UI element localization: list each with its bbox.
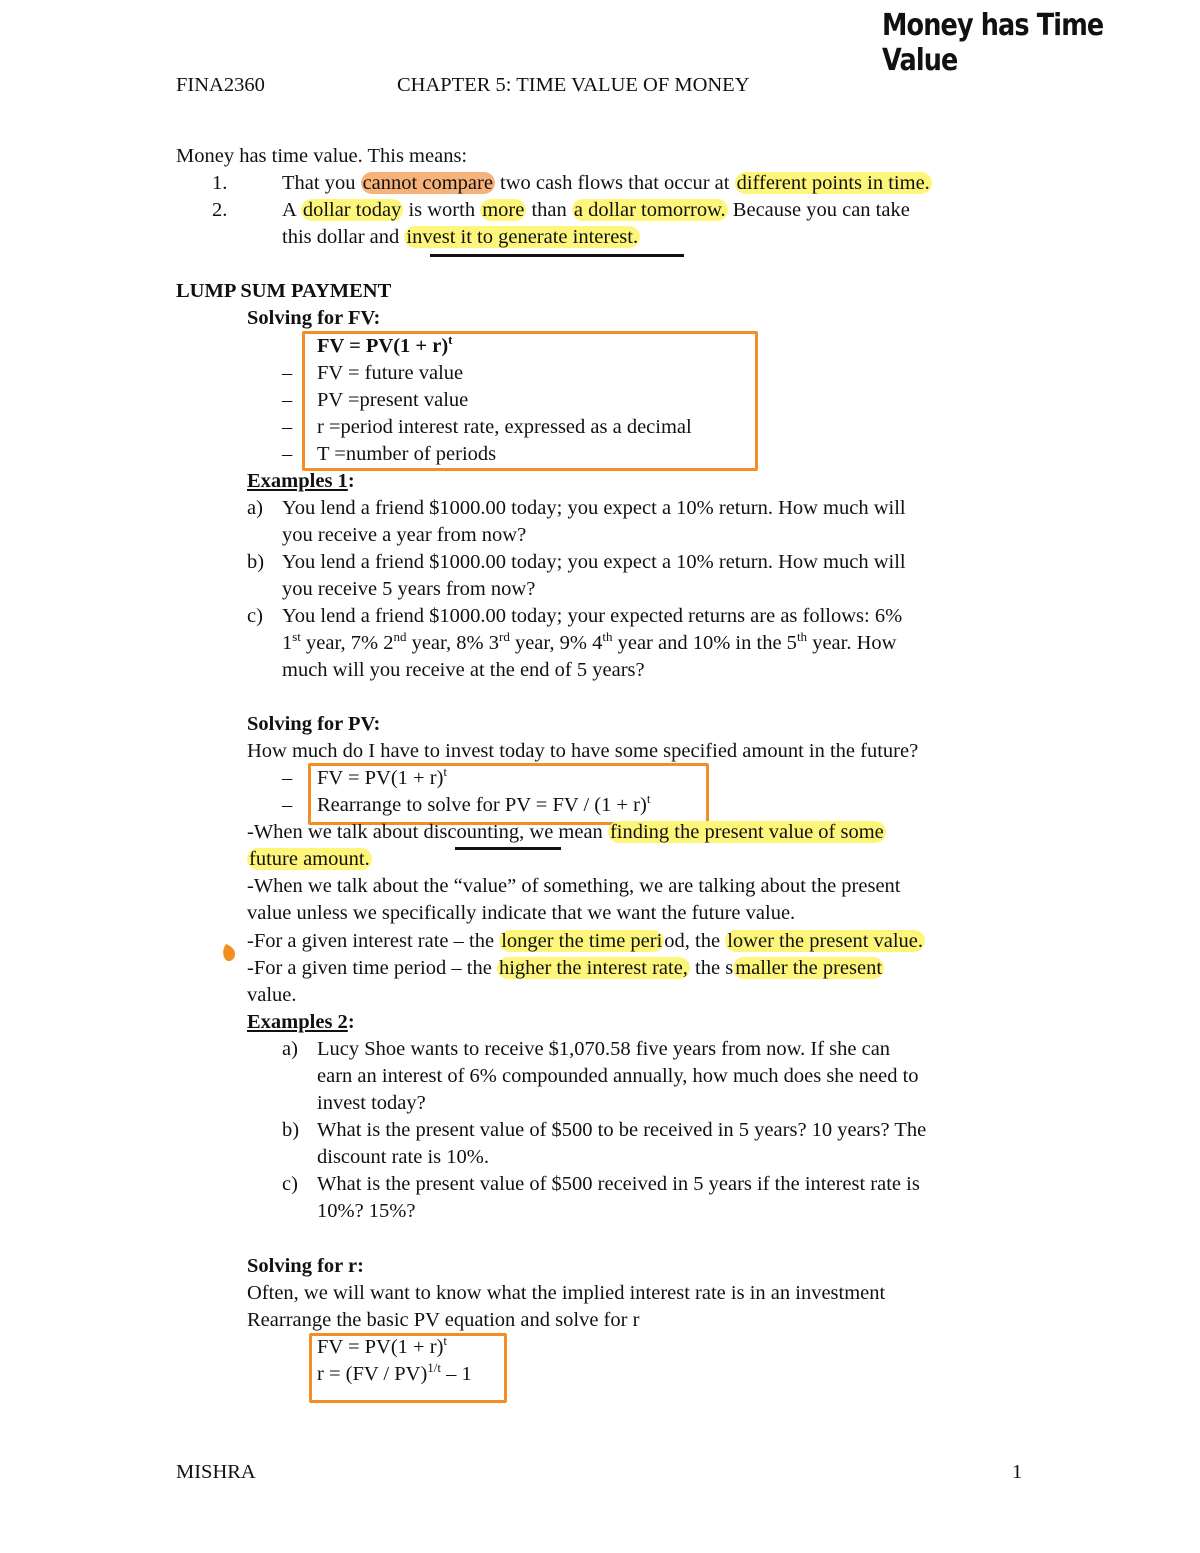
bullet-dash: – — [282, 794, 293, 816]
highlight: more — [482, 199, 525, 221]
text: Because you can take — [727, 199, 910, 221]
ex1c-line2 — [282, 630, 896, 657]
ex1c-label: c) — [247, 605, 263, 627]
text: Examples 1 — [247, 470, 348, 492]
intro-item2-line2 — [282, 224, 640, 251]
ex1b-label: b) — [247, 551, 265, 573]
intro-item2 — [282, 197, 910, 224]
r-formula2 — [317, 1361, 472, 1388]
highlight: lower the present value. — [727, 930, 924, 952]
text: : — [347, 470, 355, 492]
highlight: invest it to generate interest. — [406, 226, 639, 248]
text: r = (FV / PV) — [317, 1363, 428, 1385]
time-line — [247, 955, 884, 982]
ex2b-label: b) — [282, 1119, 300, 1141]
text: the s — [689, 957, 734, 979]
discounting-line1 — [247, 819, 886, 846]
r-line1: Often, we will want to know what the implied interest rate is in an investment — [247, 1282, 886, 1304]
text: , we mean — [519, 821, 608, 843]
text: year, 8% 3 — [406, 632, 499, 654]
ex1a-line2: you receive a year from now? — [282, 524, 527, 546]
ordinal: rd — [498, 629, 510, 645]
def-t: T =number of periods — [317, 443, 497, 465]
rate-line — [247, 928, 925, 955]
highlight: future amount. — [249, 848, 370, 870]
pv-heading: Solving for PV: — [247, 713, 381, 735]
text: year and 10% in the 5 — [612, 632, 797, 654]
text: is worth — [403, 199, 481, 221]
ex1a-line1: You lend a friend $1000.00 today; you expect a 10% return. How much will — [282, 497, 906, 519]
text: od, the — [664, 930, 726, 952]
pen-underline — [455, 847, 561, 850]
highlight-orange: cannot compare — [362, 172, 493, 194]
text: discounting — [423, 821, 520, 843]
ordinal: th — [602, 629, 613, 645]
ex2a-label: a) — [282, 1038, 298, 1060]
ex2b-line2: discount rate is 10%. — [317, 1146, 489, 1168]
text: That you — [282, 172, 361, 194]
exponent: t — [448, 332, 453, 348]
ex1b-line2: you receive 5 years from now? — [282, 578, 536, 600]
text: than — [526, 199, 572, 221]
text: year, 9% 4 — [509, 632, 603, 654]
highlight: dollar today — [302, 199, 402, 221]
course-code: FINA2360 — [176, 74, 265, 96]
text: year. How — [807, 632, 897, 654]
bullet-dash: – — [282, 443, 293, 465]
text: Rearrange to solve for PV = FV / (1 + r) — [317, 794, 647, 816]
highlight: higher the interest rate, — [498, 957, 688, 979]
text: Examples 2 — [247, 1011, 348, 1033]
text: FV = PV(1 + r) — [317, 335, 449, 357]
ex2b-line1: What is the present value of $500 to be received in 5 years? 10 years? The — [317, 1119, 927, 1141]
ordinal: th — [796, 629, 808, 645]
intro-line: Money has time value. This means: — [176, 145, 468, 167]
value-line2: value unless we specifically indicate that we want the future value. — [247, 902, 796, 924]
ex1b-line1: You lend a friend $1000.00 today; you expect a 10% return. How much will — [282, 551, 906, 573]
footer-author: MISHRA — [176, 1461, 256, 1483]
text: : — [347, 1011, 355, 1033]
def-pv: PV =present value — [317, 389, 469, 411]
highlight: finding the present value of some — [609, 821, 884, 843]
def-r: r =period interest rate, expressed as a decimal — [317, 416, 692, 438]
text: -For a given interest rate – the — [247, 930, 500, 952]
text: year, 7% 2 — [300, 632, 394, 654]
exponent: 1/t — [427, 1360, 442, 1376]
ex2c-line1: What is the present value of $500 received in 5 years if the interest rate is — [317, 1173, 920, 1195]
ex2a-line3: invest today? — [317, 1092, 426, 1114]
examples2-heading — [247, 1009, 355, 1036]
text: – 1 — [441, 1363, 472, 1385]
exponent: t — [443, 764, 448, 780]
bullet-dash: – — [282, 767, 293, 789]
r-formula1 — [317, 1334, 447, 1361]
bullet-dash: – — [282, 416, 293, 438]
ex1a-label: a) — [247, 497, 263, 519]
r-line2: Rearrange the basic PV equation and solve for r — [247, 1309, 640, 1331]
handwritten-title: Money has Time Value — [882, 8, 1104, 78]
fv-heading: Solving for FV: — [247, 307, 381, 329]
section-heading-lump-sum: LUMP SUM PAYMENT — [176, 280, 392, 302]
ordinal: st — [292, 629, 301, 645]
ex2c-line2: 10%? 15%? — [317, 1200, 416, 1222]
pen-underline — [430, 254, 684, 257]
pv-question: How much do I have to invest today to have some specified amount in the future? — [247, 740, 919, 762]
text: FV = PV(1 + r) — [317, 767, 444, 789]
ex1c-line1: You lend a friend $1000.00 today; your expected returns are as follows: 6% — [282, 605, 903, 627]
value-line1: -When we talk about the “value” of something, we are talking about the present — [247, 875, 901, 897]
highlight: a dollar tomorrow. — [573, 199, 726, 221]
time-line2: value. — [247, 984, 297, 1006]
pv-formula2 — [317, 792, 650, 819]
orange-pen-mark — [221, 942, 237, 964]
highlight: different points in time. — [736, 172, 930, 194]
exponent: t — [646, 791, 651, 807]
text: two cash flows that occur at — [494, 172, 735, 194]
bullet-dash: – — [282, 389, 293, 411]
ex2c-label: c) — [282, 1173, 298, 1195]
text: FV = PV(1 + r) — [317, 1336, 444, 1358]
fv-formula — [317, 333, 453, 360]
chapter-title: CHAPTER 5: TIME VALUE OF MONEY — [397, 74, 750, 96]
r-heading: Solving for r: — [247, 1255, 364, 1277]
text: 1 — [282, 632, 293, 654]
ordinal: nd — [393, 629, 407, 645]
ex2a-line2: earn an interest of 6% compounded annually, how much does she need to — [317, 1065, 919, 1087]
ex2a-line1: Lucy Shoe wants to receive $1,070.58 five years from now. If she can — [317, 1038, 891, 1060]
highlight: longer the time peri — [501, 930, 663, 952]
intro-item1-number: 1. — [212, 172, 228, 194]
def-fv: FV = future value — [317, 362, 464, 384]
exponent: t — [443, 1333, 448, 1349]
text: -When we talk about — [247, 821, 424, 843]
text: this dollar and — [282, 226, 405, 248]
bullet-dash: – — [282, 362, 293, 384]
highlight: maller the present — [735, 957, 883, 979]
text: -For a given time period – the — [247, 957, 497, 979]
discounting-line2 — [247, 846, 372, 873]
examples1-heading — [247, 468, 355, 495]
page-number: 1 — [1012, 1461, 1023, 1483]
intro-item1 — [282, 170, 932, 197]
intro-item2-number: 2. — [212, 199, 228, 221]
pv-formula1 — [317, 765, 447, 792]
ex1c-line3: much will you receive at the end of 5 years? — [282, 659, 645, 681]
text: A — [282, 199, 301, 221]
